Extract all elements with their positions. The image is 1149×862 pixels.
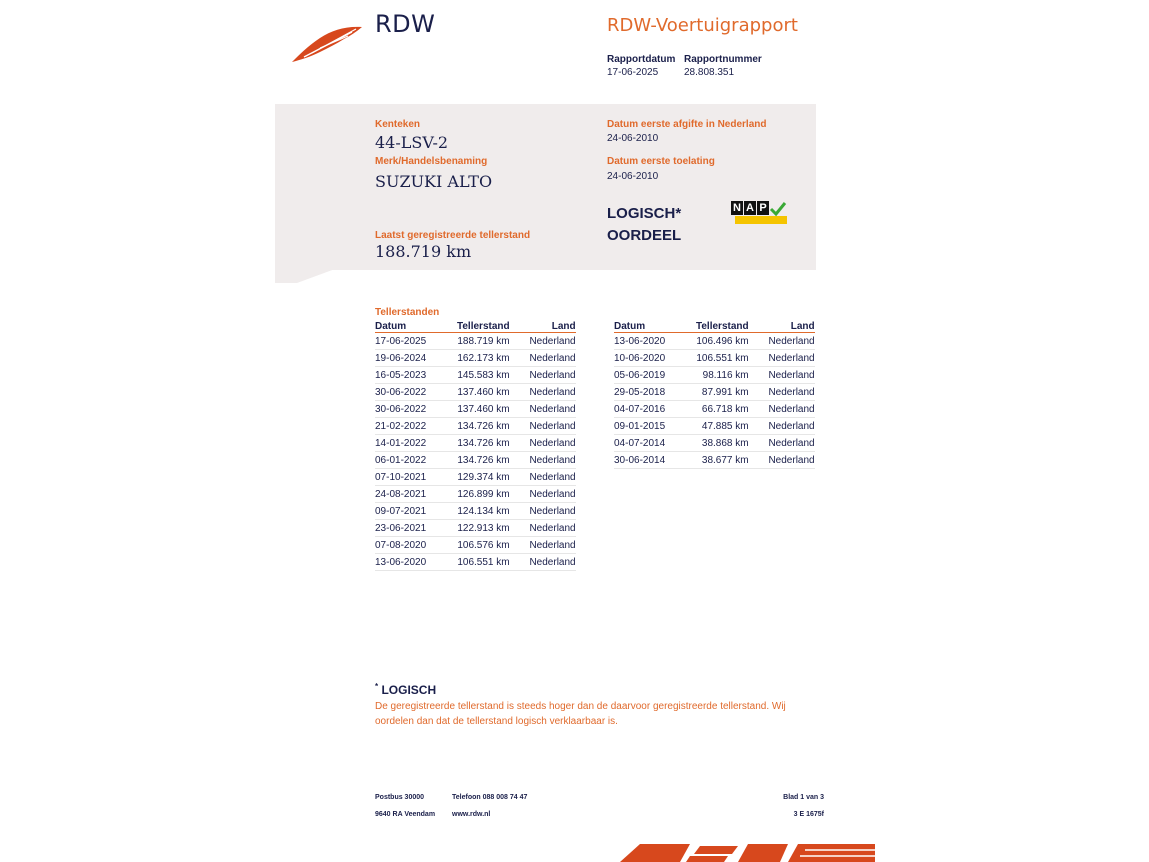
kenteken-value: 44-LSV-2 [375,133,449,152]
cell-datum: 04-07-2016 [614,401,696,418]
verdict-line1: LOGISCH* [607,205,682,222]
header-tellerstand: Tellerstand [696,321,749,332]
table-row [375,554,576,571]
cell-tellerstand: 188.719 km [457,333,510,350]
afgifte-value: 24-06-2010 [607,133,659,144]
table-row [375,452,576,469]
note-title: LOGISCH [381,683,437,697]
table-row [375,435,576,452]
table-row [614,401,815,418]
header-land: Land [510,321,576,333]
cell-land: Nederland [510,520,576,537]
merk-value: SUZUKI ALTO [375,172,493,191]
cell-tellerstand: 134.726 km [457,452,510,469]
cell-land: Nederland [510,418,576,435]
cell-datum: 30-06-2022 [375,384,457,401]
table-row [614,333,815,350]
cell-land: Nederland [749,367,815,384]
cell-land: Nederland [510,554,576,571]
cell-datum: 13-06-2020 [375,554,457,571]
cell-land: Nederland [749,452,815,469]
table-row [375,401,576,418]
brand-name: RDW [375,10,436,38]
cell-tellerstand: 134.726 km [457,418,510,435]
cell-tellerstand: 66.718 km [696,401,749,418]
cell-tellerstand: 98.116 km [696,367,749,384]
cell-tellerstand: 145.583 km [457,367,510,384]
cell-tellerstand: 38.868 km [696,435,749,452]
cell-datum: 05-06-2019 [614,367,696,384]
cell-land: Nederland [510,469,576,486]
rapportnummer-value: 28.808.351 [684,67,735,78]
footer-website[interactable]: www.rdw.nl [452,811,491,818]
cell-tellerstand: 38.677 km [696,452,749,469]
rapportnummer-label: Rapportnummer [684,54,762,65]
tellerstanden-table-left [375,321,576,571]
header-tellerstand: Tellerstand [457,321,510,332]
cell-datum: 13-06-2020 [614,333,696,350]
cell-tellerstand: 87.991 km [696,384,749,401]
cell-datum: 30-06-2014 [614,452,696,469]
table-row [375,367,576,384]
cell-datum: 04-07-2014 [614,435,696,452]
cell-tellerstand: 106.551 km [696,350,749,367]
nap-badge-icon [731,201,787,224]
cell-datum: 14-01-2022 [375,435,457,452]
cell-datum: 19-06-2024 [375,350,457,367]
cell-tellerstand: 137.460 km [457,401,510,418]
footer-code: 3 E 1675f [793,811,824,818]
cell-tellerstand: 122.913 km [457,520,510,537]
table-row [375,350,576,367]
cell-datum: 10-06-2020 [614,350,696,367]
cell-datum: 16-05-2023 [375,367,457,384]
footer-postbus: Postbus 30000 [375,794,425,801]
table-row [614,350,815,367]
cell-datum: 23-06-2021 [375,520,457,537]
tellerstand-label: Laatst geregistreerde tellerstand [375,230,531,241]
toelating-label: Datum eerste toelating [607,156,715,167]
nap-letter-a: A [744,201,756,215]
footer-telefoon: Telefoon 088 008 74 47 [452,794,528,801]
panel-tail [275,269,335,283]
rapportdatum-label: Rapportdatum [607,54,676,65]
cell-land: Nederland [510,401,576,418]
cell-datum: 07-08-2020 [375,537,457,554]
nap-letter-p: P [757,201,769,215]
table-row [375,503,576,520]
cell-datum: 21-02-2022 [375,418,457,435]
afgifte-label: Datum eerste afgifte in Nederland [607,119,767,130]
footer-blad: Blad 1 van 3 [783,794,824,801]
cell-land: Nederland [510,384,576,401]
cell-land: Nederland [749,401,815,418]
table-row [614,435,815,452]
cell-tellerstand: 106.551 km [457,554,510,571]
cell-land: Nederland [510,452,576,469]
cell-datum: 06-01-2022 [375,452,457,469]
kenteken-label: Kenteken [375,119,421,130]
table-row [375,469,576,486]
table-row [614,452,815,469]
cell-datum: 07-10-2021 [375,469,457,486]
cell-land: Nederland [749,384,815,401]
table-row [375,486,576,503]
cell-tellerstand: 106.496 km [696,333,749,350]
cell-land: Nederland [749,333,815,350]
cell-tellerstand: 137.460 km [457,384,510,401]
header-datum: Datum [614,321,696,333]
cell-land: Nederland [749,435,815,452]
footer-plaats: 9640 RA Veendam [375,811,436,818]
cell-datum: 30-06-2022 [375,401,457,418]
table-row [614,367,815,384]
table-row [375,537,576,554]
report-title: RDW-Voertuigrapport [607,15,798,36]
table-row [375,520,576,537]
cell-land: Nederland [510,350,576,367]
table-header-row [375,321,576,333]
checkmark-icon [769,201,787,217]
cell-datum: 09-01-2015 [614,418,696,435]
cell-datum: 17-06-2025 [375,333,457,350]
verdict-text [607,203,681,247]
cell-tellerstand: 129.374 km [457,469,510,486]
verdict-line2: OORDEEL [607,227,682,244]
table-header-row [614,321,815,333]
cell-tellerstand: 124.134 km [457,503,510,520]
cell-tellerstand: 126.899 km [457,486,510,503]
cell-land: Nederland [510,503,576,520]
cell-land: Nederland [510,435,576,452]
cell-land: Nederland [510,367,576,384]
rdw-logo-icon [290,24,364,64]
note-heading [375,682,436,697]
cell-tellerstand: 134.726 km [457,435,510,452]
cell-datum: 29-05-2018 [614,384,696,401]
cell-tellerstand: 162.173 km [457,350,510,367]
table-row [614,384,815,401]
table-row [375,333,576,350]
table-row [375,384,576,401]
cell-datum: 09-07-2021 [375,503,457,520]
nap-letter-n: N [731,201,743,215]
cell-land: Nederland [749,350,815,367]
cell-land: Nederland [510,537,576,554]
rapportdatum-value: 17-06-2025 [607,67,659,78]
cell-land: Nederland [510,486,576,503]
header-land: Land [749,321,815,333]
header-datum: Datum [375,321,457,333]
cell-tellerstand: 106.576 km [457,537,510,554]
table-row [614,418,815,435]
decorative-stripes-icon [620,842,875,862]
cell-tellerstand: 47.885 km [696,418,749,435]
table-row [375,418,576,435]
note-star: * [375,682,379,691]
note-text: De geregistreerde tellerstand is steeds hoger dan de daarvoor geregistreerde tellerstand. Wij oordelen dan dat de tellerstand logisch verklaarbaar is. [375,701,786,727]
tellerstand-value: 188.719 km [375,242,472,261]
nap-yellow-bar [735,216,787,224]
cell-land: Nederland [749,418,815,435]
cell-datum: 24-08-2021 [375,486,457,503]
tellerstanden-table-right [614,321,815,469]
tellerstanden-title: Tellerstanden [375,307,440,318]
toelating-value: 24-06-2010 [607,171,659,182]
merk-label: Merk/Handelsbenaming [375,156,488,167]
cell-land: Nederland [510,333,576,350]
